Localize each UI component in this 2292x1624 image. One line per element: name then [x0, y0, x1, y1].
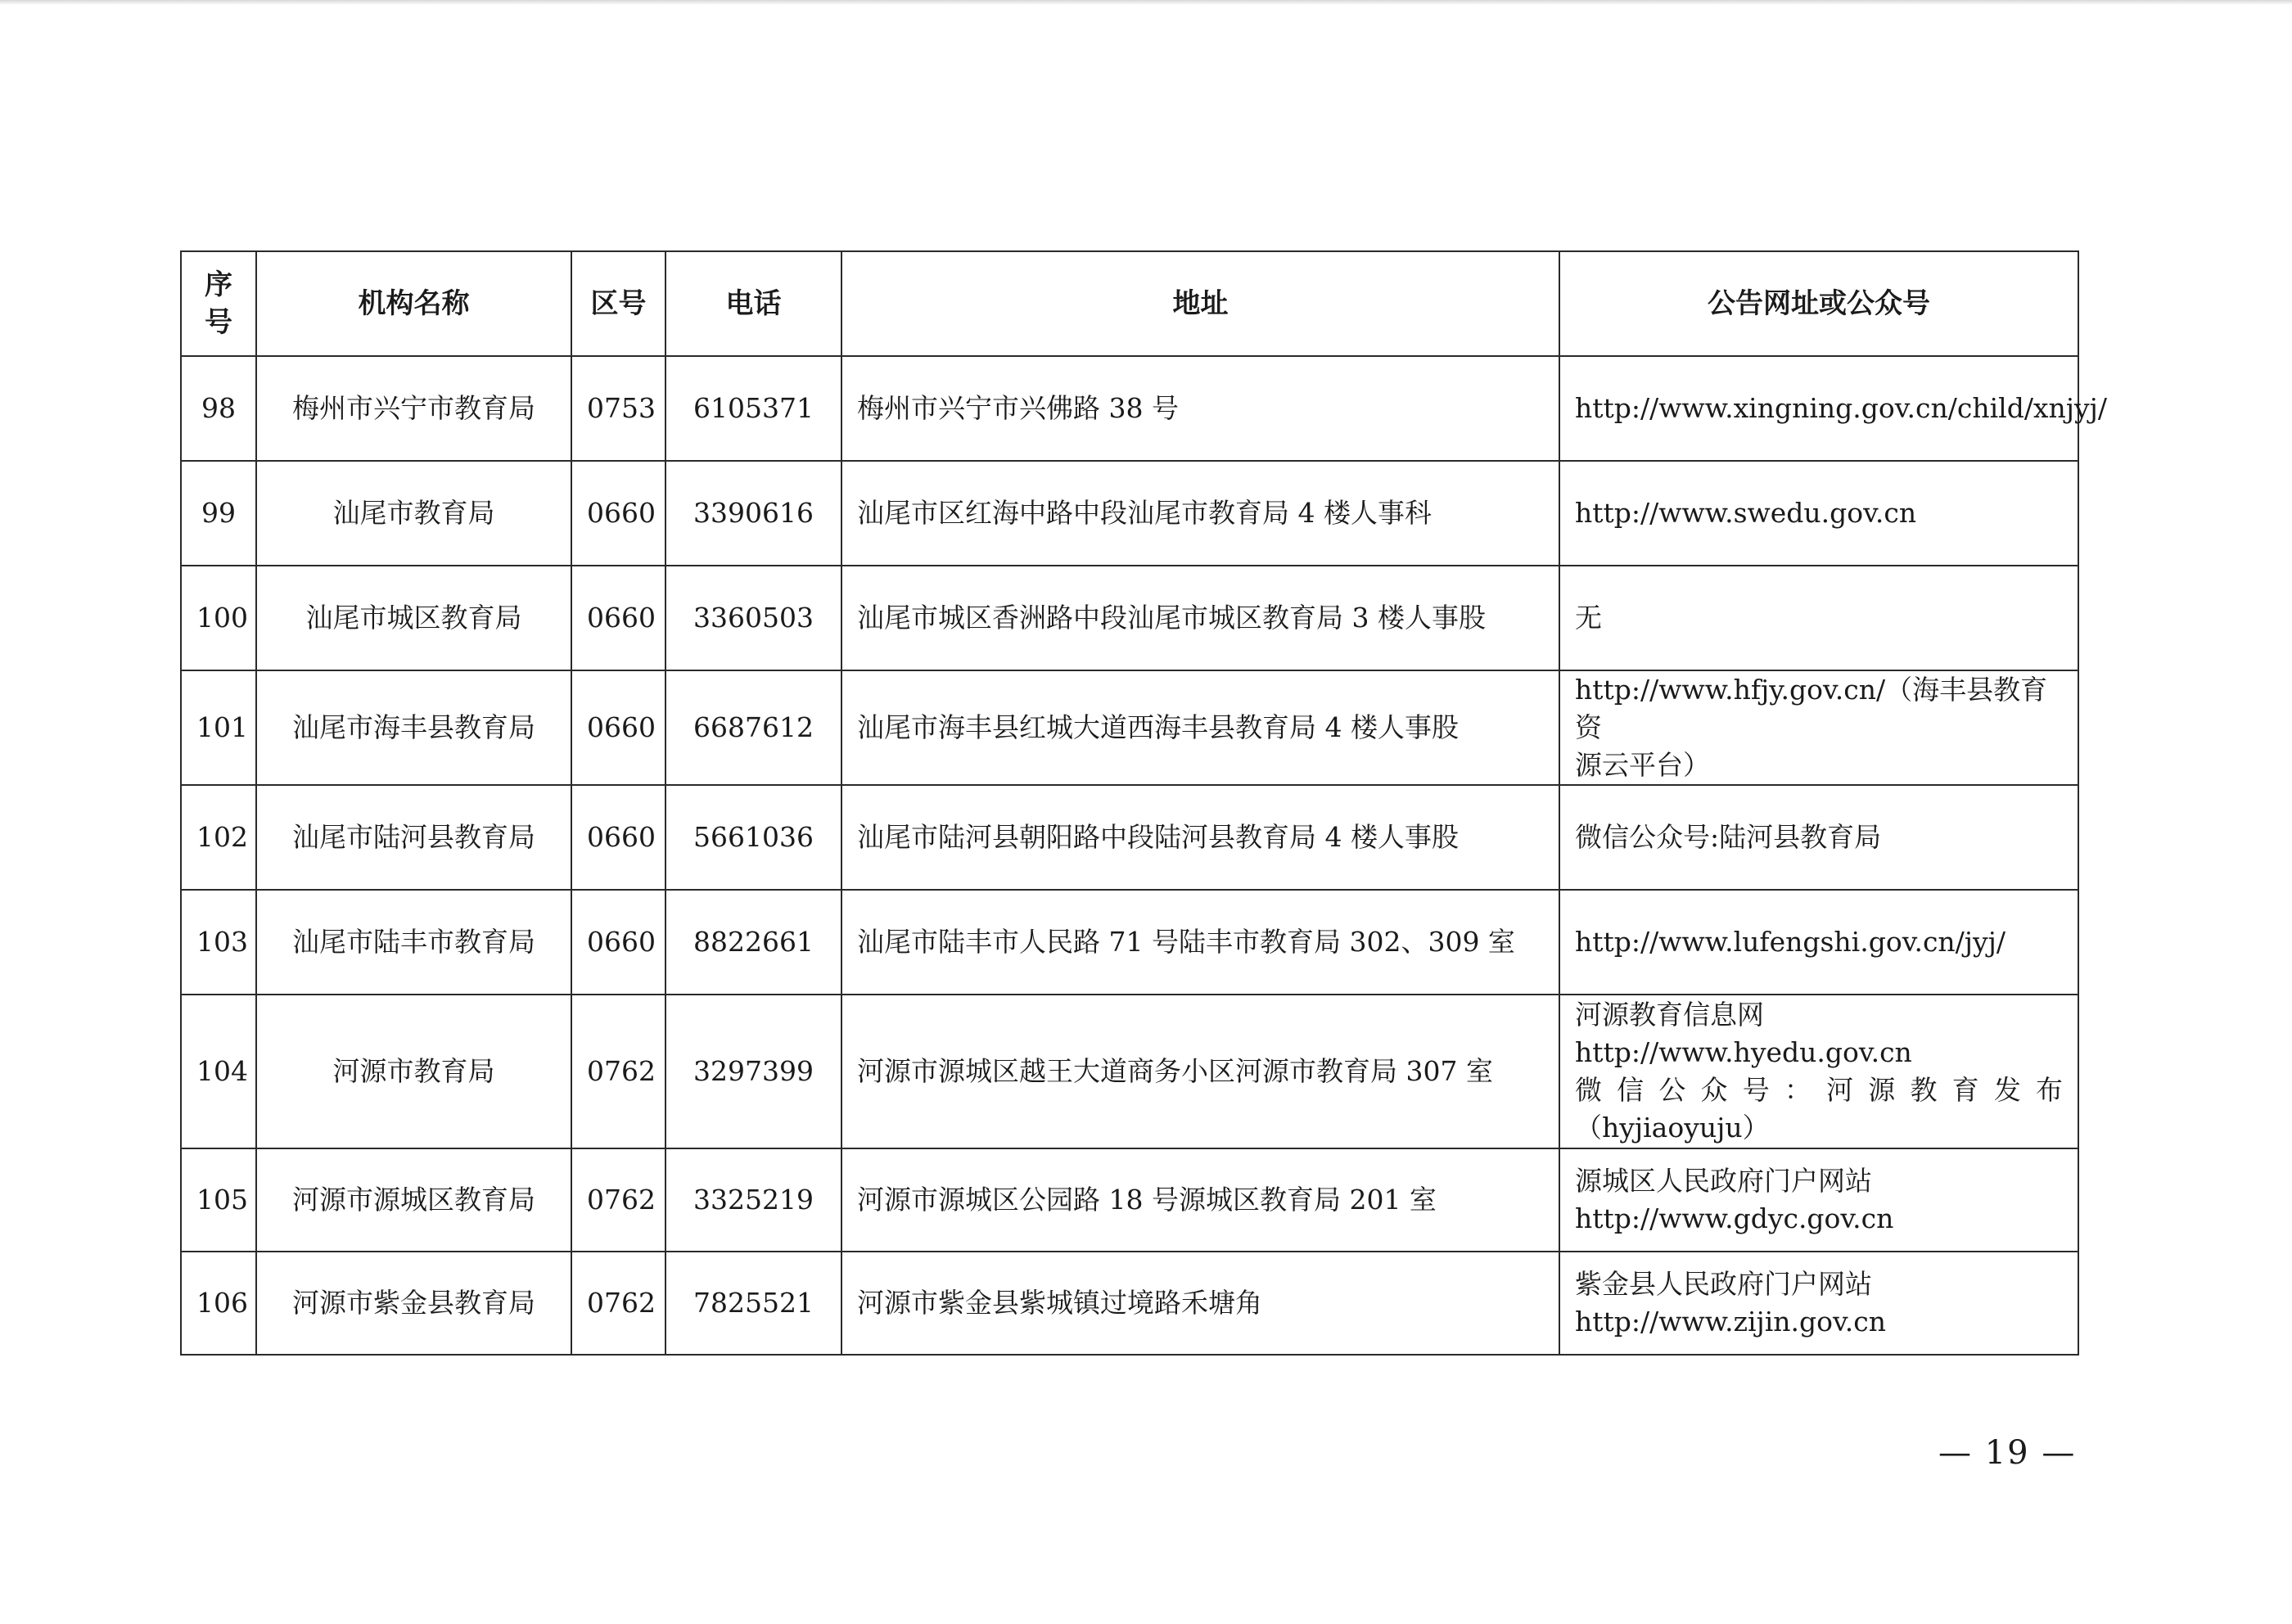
- page-number: — 19 —: [1938, 1434, 2077, 1472]
- row-website: [1559, 1148, 2078, 1252]
- row-area-code: 0660: [571, 566, 665, 670]
- table-row: [181, 1252, 2078, 1355]
- row-seq: 100: [181, 566, 256, 670]
- table-row: [181, 356, 2078, 461]
- row-name: 汕尾市城区教育局: [256, 566, 571, 670]
- website-title: 源城区人民政府门户网站: [1575, 1165, 1872, 1197]
- row-area-code: 0660: [571, 890, 665, 995]
- row-phone: 7825521: [665, 1252, 841, 1355]
- row-phone: 6105371: [665, 356, 841, 461]
- row-name: 河源市教育局: [256, 995, 571, 1148]
- row-phone: 3297399: [665, 995, 841, 1148]
- row-website: [1559, 461, 2078, 566]
- row-area-code: 0660: [571, 670, 665, 785]
- wechat-account: 微信公众号：河源教育发布: [1575, 1074, 2063, 1106]
- row-phone: 6687612: [665, 670, 841, 785]
- row-name: 河源市源城区教育局: [256, 1148, 571, 1252]
- header-area-code: 区号: [571, 251, 665, 356]
- row-phone: 3390616: [665, 461, 841, 566]
- row-area-code: 0762: [571, 1148, 665, 1252]
- website-link: http://www.xingning.gov.cn/child/xnjyj/: [1575, 392, 2108, 424]
- row-phone: 3325219: [665, 1148, 841, 1252]
- row-seq: 99: [181, 461, 256, 566]
- education-bureau-table: [180, 250, 2108, 1356]
- row-website: [1559, 890, 2078, 995]
- row-seq: 102: [181, 785, 256, 890]
- row-phone: 3360503: [665, 566, 841, 670]
- row-address: 汕尾市城区香洲路中段汕尾市城区教育局 3 楼人事股: [841, 566, 1559, 670]
- row-address: 汕尾市陆丰市人民路 71 号陆丰市教育局 302、309 室: [841, 890, 1559, 995]
- row-phone: 8822661: [665, 890, 841, 995]
- row-seq: 105: [181, 1148, 256, 1252]
- header-phone: 电话: [665, 251, 841, 356]
- row-website: [1559, 995, 2078, 1148]
- header-name: 机构名称: [256, 251, 571, 356]
- header-website: 公告网址或公众号: [1559, 251, 2078, 356]
- row-area-code: 0753: [571, 356, 665, 461]
- row-area-code: 0660: [571, 785, 665, 890]
- row-seq: 101: [181, 670, 256, 785]
- row-seq: 98: [181, 356, 256, 461]
- row-website: [1559, 670, 2078, 785]
- row-seq: 104: [181, 995, 256, 1148]
- website-link: http://www.lufengshi.gov.cn/jyj/: [1575, 926, 2006, 958]
- row-area-code: 0660: [571, 461, 665, 566]
- row-address: 河源市紫金县紫城镇过境路禾塘角: [841, 1252, 1559, 1355]
- website-link: http://www.hfjy.gov.cn/（海丰县教育资: [1575, 674, 2048, 743]
- row-address: 汕尾市海丰县红城大道西海丰县教育局 4 楼人事股: [841, 670, 1559, 785]
- row-area-code: 0762: [571, 1252, 665, 1355]
- table-header-row: [181, 251, 2078, 356]
- row-area-code: 0762: [571, 995, 665, 1148]
- row-name: 梅州市兴宁市教育局: [256, 356, 571, 461]
- row-address: 汕尾市区红海中路中段汕尾市教育局 4 楼人事科: [841, 461, 1559, 566]
- website-text: 无: [1575, 602, 1602, 634]
- wechat-id: （hyjiaoyuju）: [1575, 1112, 1770, 1144]
- row-website: [1559, 566, 2078, 670]
- website-title: 河源教育信息网: [1575, 999, 1764, 1031]
- table-row: [181, 1148, 2078, 1252]
- table-row: [181, 995, 2078, 1148]
- row-name: 汕尾市教育局: [256, 461, 571, 566]
- row-name: 汕尾市海丰县教育局: [256, 670, 571, 785]
- row-address: 梅州市兴宁市兴佛路 38 号: [841, 356, 1559, 461]
- table-row: [181, 461, 2078, 566]
- row-seq: 106: [181, 1252, 256, 1355]
- table-row: [181, 890, 2078, 995]
- row-phone: 5661036: [665, 785, 841, 890]
- row-website: [1559, 356, 2108, 461]
- row-website: [1559, 785, 2078, 890]
- table-row: [181, 566, 2078, 670]
- row-address: 汕尾市陆河县朝阳路中段陆河县教育局 4 楼人事股: [841, 785, 1559, 890]
- website-note: 源云平台）: [1575, 749, 1710, 781]
- header-seq: 序 号: [181, 251, 256, 356]
- header-address: 地址: [841, 251, 1559, 356]
- website-link: http://www.hyedu.gov.cn: [1575, 1036, 1912, 1068]
- table-row: [181, 670, 2078, 785]
- row-name: 汕尾市陆丰市教育局: [256, 890, 571, 995]
- row-website: [1559, 1252, 2078, 1355]
- website-link: http://www.gdyc.gov.cn: [1575, 1202, 1894, 1234]
- row-address: 河源市源城区越王大道商务小区河源市教育局 307 室: [841, 995, 1559, 1148]
- row-name: 汕尾市陆河县教育局: [256, 785, 571, 890]
- website-title: 紫金县人民政府门户网站: [1575, 1268, 1872, 1300]
- row-name: 河源市紫金县教育局: [256, 1252, 571, 1355]
- scan-edge: [0, 0, 2292, 5]
- table-row: [181, 785, 2078, 890]
- row-seq: 103: [181, 890, 256, 995]
- row-address: 河源市源城区公园路 18 号源城区教育局 201 室: [841, 1148, 1559, 1252]
- website-link: http://www.swedu.gov.cn: [1575, 497, 1917, 529]
- website-link: http://www.zijin.gov.cn: [1575, 1306, 1886, 1338]
- wechat-account: 微信公众号:陆河县教育局: [1575, 821, 1882, 853]
